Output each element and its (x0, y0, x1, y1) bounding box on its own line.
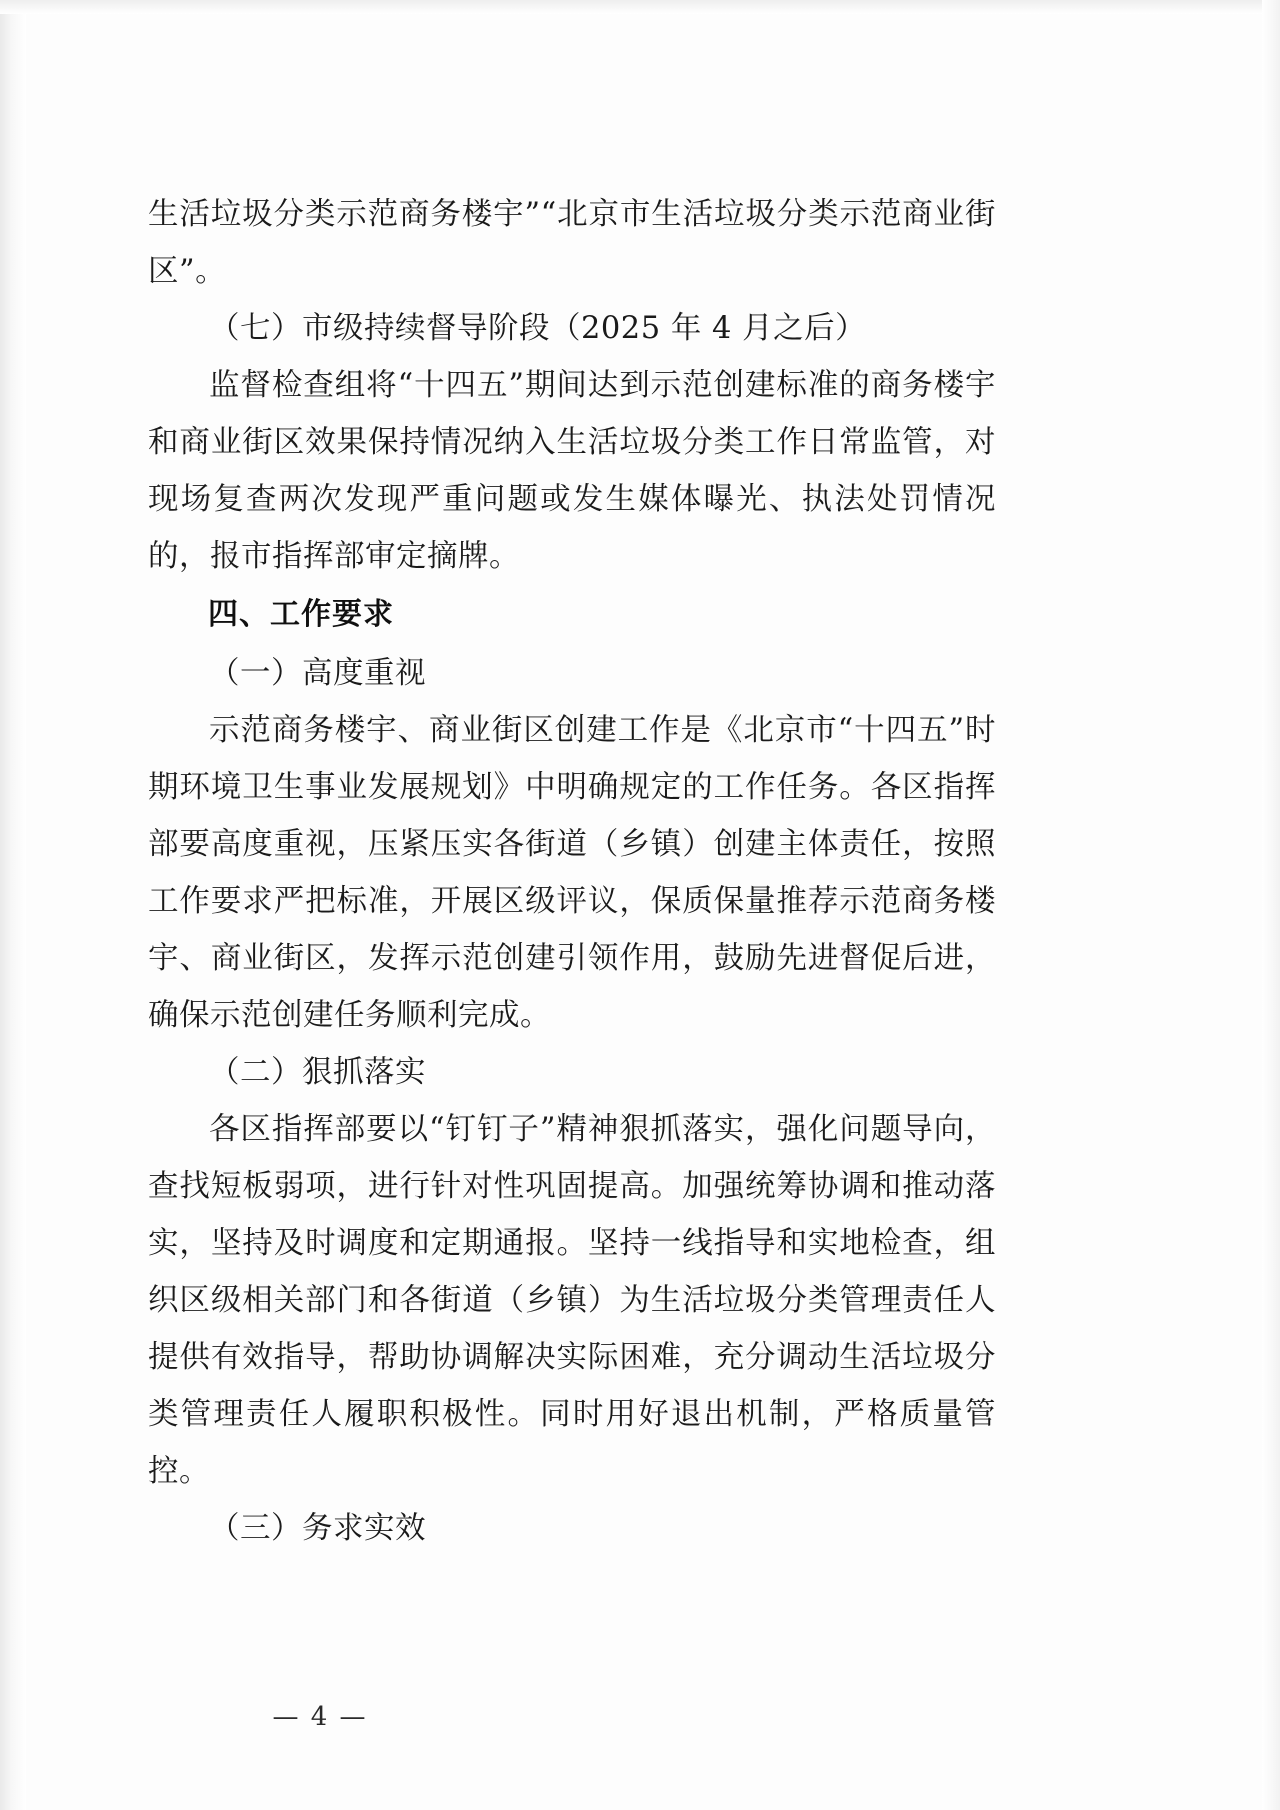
scan-edge-shadow-right (1262, 0, 1280, 1810)
section-heading-four-work-requirements: 四、工作要求 (208, 597, 394, 632)
subheading-two-strict-implementation: （二）狠抓落实 (209, 1055, 426, 1090)
subheading-seven-city-level-supervision: （七）市级持续督导阶段（2025 年 4 月之后） (209, 311, 867, 346)
paragraph-seven-body: 监督检查组将“十四五”期间达到示范创建标准的商务楼宇和商业街区效果保持情况纳入生活垃圾分类工作日常监管，对现场复查两次发现严重问题或发生媒体曝光、执法处罚情况的，报市指挥部审定摘牌。 (148, 368, 996, 574)
paragraph-two-body: 各区指挥部要以“钉钉子”精神狠抓落实，强化问题导向，查找短板弱项，进行针对性巩固提高。加强统筹协调和推动落实，坚持及时调度和定期通报。坚持一线指导和实地检查，组织区级相关部门和各街道（乡镇）为生活垃圾分类管理责任人提供有效指导，帮助协调解决实际困难，充分调动生活垃圾分类管理责任人履职积极性。同时用好退出机制，严格质量管控。 (148, 1112, 996, 1489)
paragraph-continued-from-previous-page: 生活垃圾分类示范商务楼宇”“北京市生活垃圾分类示范商业街区”。 (148, 197, 996, 289)
document-body (148, 186, 996, 1557)
paragraph-one-body: 示范商务楼宇、商业街区创建工作是《北京市“十四五”时期环境卫生事业发展规划》中明确规定的工作任务。各区指挥部要高度重视，压紧压实各街道（乡镇）创建主体责任，按照工作要求严把标准，开展区级评议，保质保量推荐示范商务楼宇、商业街区，发挥示范创建引领作用，鼓励先进督促后进，确保示范创建任务顺利完成。 (148, 713, 996, 1033)
subheading-one-high-attention: （一）高度重视 (209, 656, 426, 691)
page-number: — 4 — (272, 1702, 368, 1732)
scan-edge-shadow-left (0, 0, 26, 1810)
page-footer (0, 1702, 1280, 1732)
scan-edge-shadow-top (0, 0, 1280, 14)
subheading-three-seek-effectiveness: （三）务求实效 (209, 1511, 426, 1546)
